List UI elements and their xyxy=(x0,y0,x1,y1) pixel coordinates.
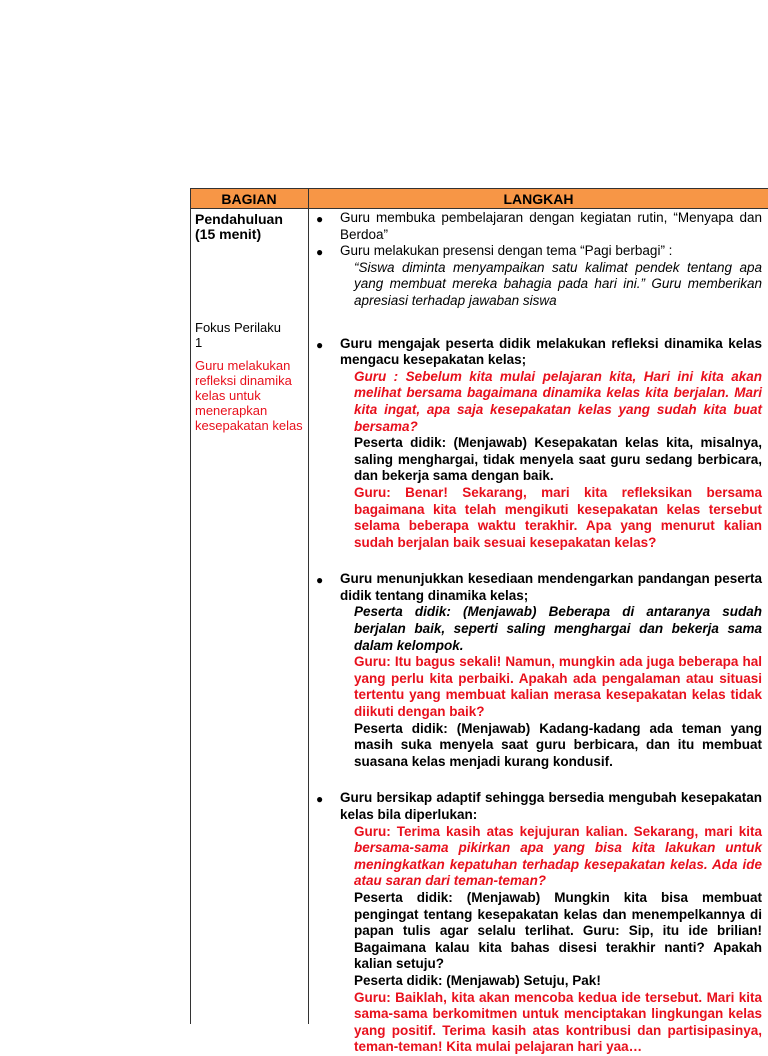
dialog-guru: Guru: Benar! Sekarang, mari kita refleksikan bersama bagaimana kita telah mengikuti kesepakatan kelas tersebut selama beberapa waktu terakhir. Apa yang menurut kalian sudah berjalan baik sesuai kesepakatan kelas? xyxy=(354,484,762,550)
dialog-guru: Guru: Baiklah, kita akan mencoba kedua ide tersebut. Mari kita sama-sama berkomitmen untuk menciptakan lingkungan kelas yang positif. Terima kasih atas kontribusi dan partisipasinya, teman-teman! Kita mulai pelajaran hari yaa… xyxy=(354,989,762,1055)
focus-number: 1 xyxy=(195,335,203,350)
table-top-border xyxy=(190,188,768,189)
step-text: Guru bersikap adaptif sehingga bersedia mengubah kesepakatan kelas bila diperlukan: xyxy=(340,790,762,822)
dialog-peserta: Peserta didik: (Menjawab) Setuju, Pak! xyxy=(354,972,601,988)
section-title: Pendahuluan xyxy=(195,211,283,227)
step-text: Guru melakukan presensi dengan tema “Pagi berbagi” : xyxy=(340,243,673,259)
step-item xyxy=(314,336,762,552)
bullet-dot-icon: ● xyxy=(316,792,324,807)
dialog-guru: Guru: Itu bagus sekali! Namun, mungkin ada juga beberapa hal yang perlu kita perbaiki. Apakah ada pengalaman atau situasi tertentu yang membuat kalian merasa kesepakatan kelas tidak diikuti dengan baik? xyxy=(354,654,762,720)
header-bottom-border xyxy=(190,208,768,209)
step-quote: “Siswa diminta menyampaikan satu kalimat pendek tentang apa yang membuat mereka bahagia pada hari ini.” Guru memberikan apresiasi terhadap jawaban siswa xyxy=(354,259,762,308)
step-text: Guru membuka pembelajaran dengan kegiatan rutin, “Menyapa dan Berdoa” xyxy=(340,210,762,242)
bullet-dot-icon: ● xyxy=(316,573,324,588)
dialog-peserta: Peserta didik: (Menjawab) Kesepakatan kelas kita, misalnya, saling menghargai, tidak menyela saat guru sedang berbicara, dan bekerja sama dengan baik. xyxy=(354,435,762,484)
dialog-guru-part-italic: bersama-sama pikirkan apa yang bisa kita lakukan untuk meningkatkan kepatuhan terhadap kesepakatan kelas. Ada ide atau saran dari teman-teman? xyxy=(354,840,762,889)
step-item xyxy=(314,243,762,309)
column-divider xyxy=(308,188,309,1024)
bagian-column xyxy=(195,212,307,433)
bullet-dot-icon: ● xyxy=(316,212,324,226)
focus-label: Fokus Perilaku xyxy=(195,320,281,335)
bullet-dot-icon: ● xyxy=(316,337,324,352)
table-left-border xyxy=(190,188,191,1024)
dialog-peserta: Peserta didik: (Menjawab) Kadang-kadang ada teman yang masih suka menyela saat guru berbicara, dan itu membuat suasana kelas menjadi kurang kondusif. xyxy=(354,720,762,769)
dialog-guru: Guru : Sebelum kita mulai pelajaran kita, Hari ini kita akan melihat bersama bagaimana dinamika kelas kita berjalan. Mari kita ingat, apa saja kesepakatan kelas yang sudah kita buat bersama? xyxy=(354,368,762,434)
bullet-dot-icon: ● xyxy=(316,245,324,260)
dialog-guru xyxy=(340,824,762,890)
langkah-column xyxy=(314,210,762,1056)
step-item xyxy=(314,210,762,243)
header-bagian: BAGIAN xyxy=(190,188,309,208)
dialog-peserta: Peserta didik: (Menjawab) Mungkin kita bisa membuat pengingat tentang kesepakatan kelas dan menempelkannya di papan tulis agar selalu terlihat. Guru: Sip, itu ide brilian! Bagaimana kalau kita bahas disesi terakhir nanti? Apakah kalian setuju? xyxy=(354,889,762,972)
step-text: Guru mengajak peserta didik melakukan refleksi dinamika kelas mengacu kesepakatan kelas; xyxy=(340,335,762,368)
dialog-peserta: Peserta didik: (Menjawab) Beberapa di antaranya sudah berjalan baik, seperti saling menghargai dan bekerja sama dalam kelompok. xyxy=(354,604,762,653)
header-langkah: LANGKAH xyxy=(309,188,768,208)
dialog-guru-part: Guru: Terima kasih atas kejujuran kalian. Sekarang, mari kita xyxy=(354,823,762,839)
focus-description: Guru melakukan refleksi dinamika kelas untuk menerapkan kesepakatan kelas xyxy=(195,358,303,433)
step-text: Guru menunjukkan kesediaan mendengarkan pandangan peserta didik tentang dinamika kelas; xyxy=(340,571,762,603)
step-item xyxy=(314,790,762,1056)
step-item xyxy=(314,571,762,770)
section-duration: (15 menit) xyxy=(195,226,262,242)
